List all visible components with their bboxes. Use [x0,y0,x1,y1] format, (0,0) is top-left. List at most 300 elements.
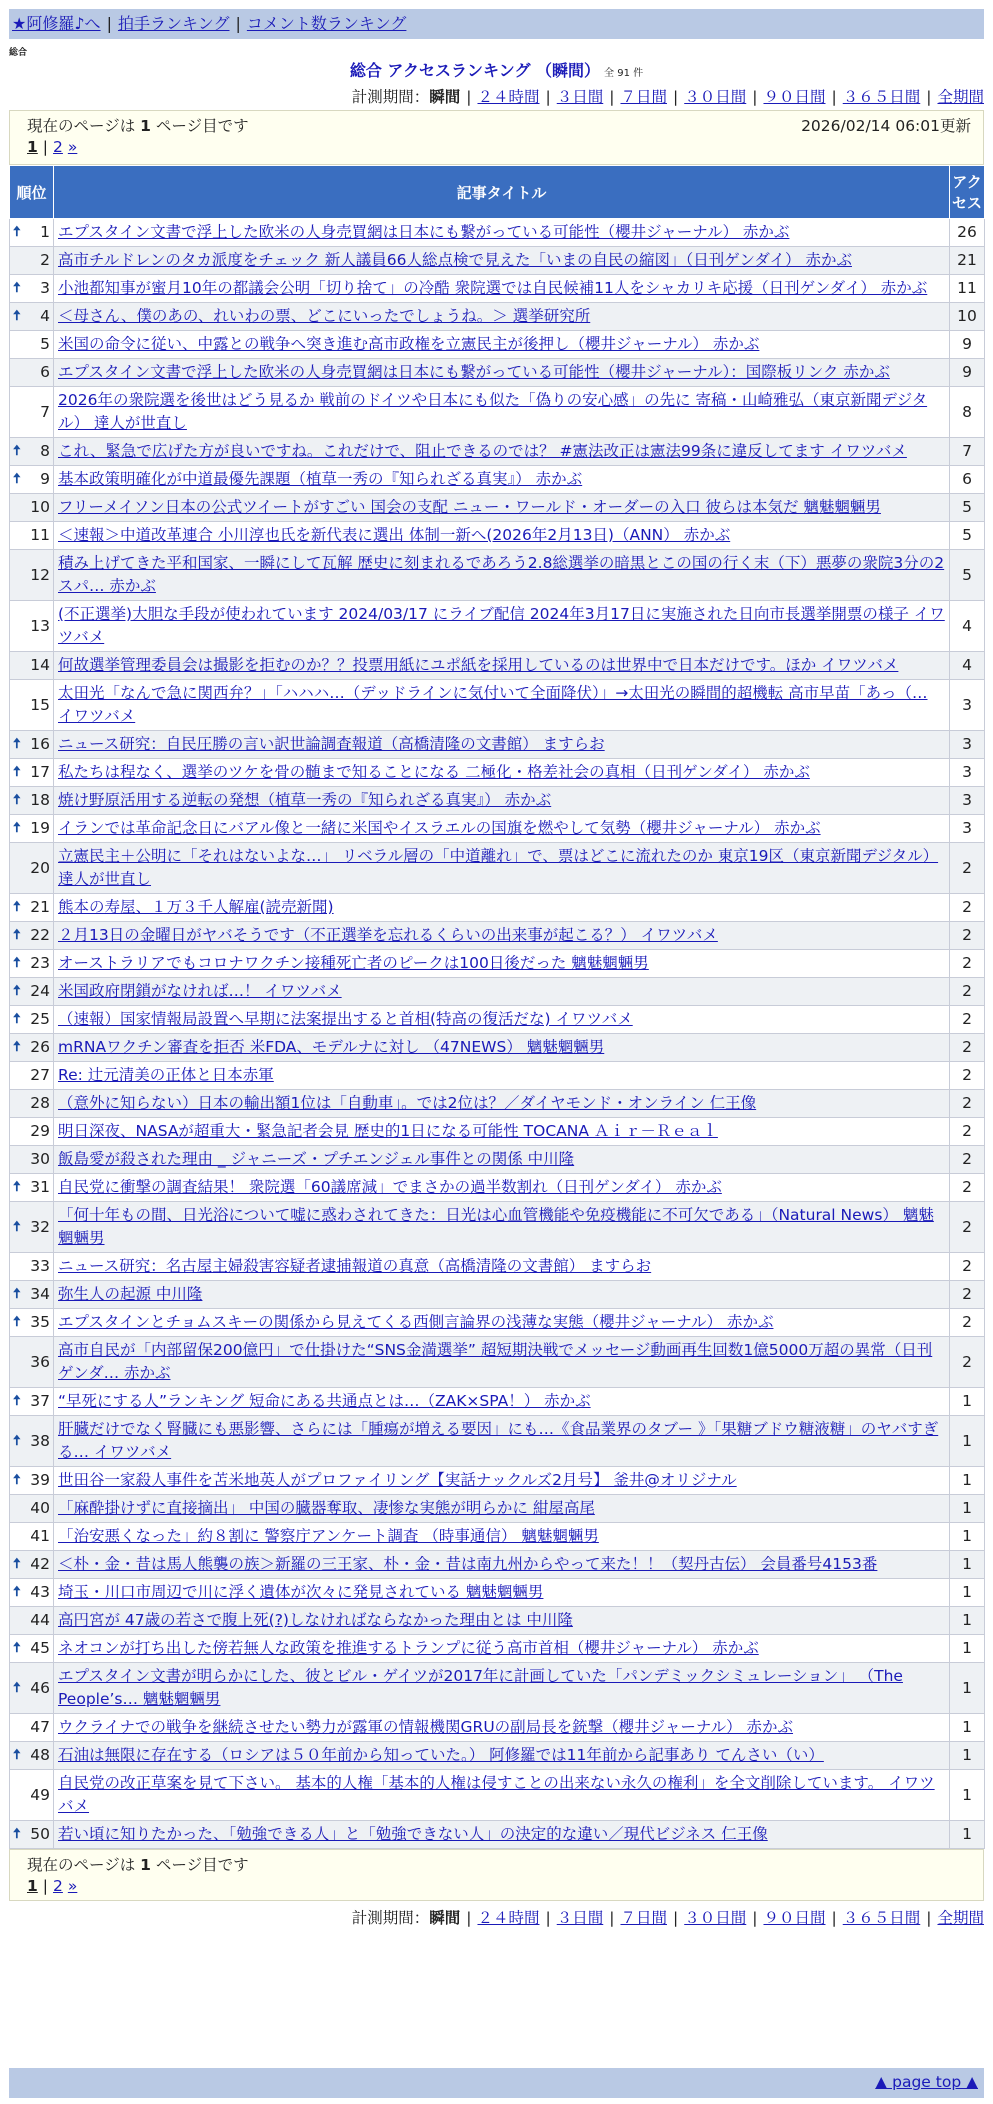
page-link[interactable]: 2 [53,138,63,156]
rank-number: 13 [30,616,50,635]
table-row [10,1118,985,1146]
title-cell [54,815,950,843]
access-count: 1 [950,1467,985,1495]
rank-number: 45 [30,1639,50,1657]
access-count: 2 [950,1090,985,1118]
rank-cell [10,1467,54,1495]
rank-number: 48 [30,1746,50,1764]
table-row [10,1090,985,1118]
title-cell [54,522,950,550]
access-count: 3 [950,731,985,759]
table-row [10,494,985,522]
rank-number: 34 [30,1285,50,1303]
rank-number: 18 [30,791,50,809]
access-count: 5 [950,550,985,601]
title-cell [54,1579,950,1607]
title-cell [54,219,950,247]
title-cell [54,1742,950,1770]
rank-cell [10,894,54,922]
access-count: 3 [950,787,985,815]
rank-cell [10,1034,54,1062]
period-link[interactable]: 全期間 [937,1909,984,1927]
period-separator: | [545,88,551,106]
article-title-link[interactable]: 立憲民主＋公明に「それはないよな…」 リベラル層の「中道離れ」で、票はどこに流れたのか 東京19区（東京新聞デジタル） 達人が世直し [58,847,939,888]
table-row [10,1663,985,1714]
article-title-link[interactable]: 高市自民が「内部留保200億円」で仕掛けた“SNS金満選挙” 超短期決戦でメッセージ動画再生回数1億5000万超の異常（日刊ゲンダ… 赤かぶ [58,1341,933,1382]
column-title: 記事タイトル [54,166,950,219]
rank-cell [10,438,54,466]
comment-ranking-link[interactable]: コメント数ランキング [246,14,407,33]
up-arrow-icon: 🠅 [13,1286,21,1302]
period-separator: | [926,88,932,106]
table-row [10,1388,985,1416]
access-count: 2 [950,1118,985,1146]
access-count: 2 [950,894,985,922]
access-count: 1 [950,1821,985,1849]
article-title-link[interactable]: 高市チルドレンのタカ派度をチェック 新人議員66人総点検で見えた「いまの自民の縮図」（日刊ゲンダイ） 赤かぶ [58,251,852,269]
up-arrow-icon: 🠅 [13,1218,21,1235]
nav-separator: | [235,14,241,33]
rank-cell [10,1742,54,1770]
title-cell [54,1202,950,1253]
rank-number: 39 [30,1471,50,1489]
article-title-link[interactable]: 米国の命令に従い、中露との戦争へ突き進む高市政権を立憲民主が後押し（櫻井ジャーナル） 赤かぶ [58,335,760,353]
rank-cell [10,1281,54,1309]
access-count: 2 [950,843,985,894]
article-title-link[interactable]: 太田光「なんで急に関西弁？」「ハハハ…（デッドラインに気付いて全面降伏）」→太田光の瞬間的超機転 高市早苗「あっ（… イワツバメ [58,684,928,725]
rank-cell [10,731,54,759]
table-row [10,759,985,787]
period-link[interactable]: ９０日間 [763,1909,826,1927]
rank-cell [10,1663,54,1714]
rank-cell [10,1607,54,1635]
period-separator: | [831,1909,837,1927]
ranking-title: 総合 アクセスランキング （瞬間） [349,61,601,80]
period-separator: | [752,1909,758,1927]
table-row [10,1579,985,1607]
article-title-link[interactable]: ニュース研究：自民圧勝の言い訳世論調査報道（高橋清隆の文書館） ますらお [58,735,605,753]
up-arrow-icon: 🠅 [13,1432,21,1449]
article-title-link[interactable]: オーストラリアでもコロナワクチン接種死亡者のピークは100日後だった 魑魅魍魎男 [58,954,649,972]
table-row [10,219,985,247]
period-separator: | [466,88,472,106]
title-cell [54,1309,950,1337]
access-count: 2 [950,1337,985,1388]
period-separator: | [609,88,615,106]
up-arrow-icon: 🠅 [13,280,21,296]
article-title-link[interactable]: 世田谷一家殺人事件を苫米地英人がプロファイリング【実話ナックルズ2月号】 釜井@オリジナル [58,1471,737,1489]
access-count: 3 [950,815,985,843]
rank-cell [10,759,54,787]
up-arrow-icon: 🠅 [13,983,21,999]
table-row [10,950,985,978]
table-row [10,1034,985,1062]
title-cell [54,359,950,387]
period-link[interactable]: ７日間 [620,1909,667,1927]
access-count: 2 [950,1281,985,1309]
period-link[interactable]: ３０日間 [684,1909,747,1927]
article-title-link[interactable]: 若い頃に知りたかった、「勉強できる人」と「勉強できない人」の決定的な違い／現代ビジネス 仁王像 [58,1825,768,1843]
table-row [10,1062,985,1090]
up-arrow-icon: 🠅 [13,471,21,487]
rank-cell [10,1146,54,1174]
up-arrow-icon: 🠅 [13,1826,21,1842]
rank-cell [10,466,54,494]
page-current: 1 [27,1877,38,1895]
table-row [10,731,985,759]
article-title-link[interactable]: エプスタイン文書が明らかにした、彼とビル・ゲイツが2017年に計画していた「パンデミックシミュレーション」 （The People’s… 魑魅魍魎男 [58,1667,903,1708]
article-title-link[interactable]: 石油は無限に存在する（ロシアは５０年前から知っていた。） 阿修羅では11年前から記事あり てんさい（い） [58,1746,824,1764]
page-next-link[interactable]: » [67,138,78,156]
up-arrow-icon: 🠅 [13,1556,21,1572]
table-row [10,1202,985,1253]
rank-cell [10,550,54,601]
article-title-link[interactable]: ネオコンが打ち出した傍若無人な政策を推進するトランプに従う高市首相（櫻井ジャーナル） 赤かぶ [58,1639,759,1657]
page-link[interactable]: 2 [53,1877,63,1895]
rank-number: 9 [40,470,50,488]
rank-cell [10,1635,54,1663]
title-cell [54,1416,950,1467]
table-row [10,1607,985,1635]
rank-number: 8 [40,442,50,460]
rank-cell [10,601,54,652]
title-cell [54,331,950,359]
article-title-link[interactable]: エプスタインとチョムスキーの関係から見えてくる西側言論界の浅薄な実態（櫻井ジャーナル） 赤かぶ [58,1313,774,1331]
article-title-link[interactable]: 2026年の衆院選を後世はどう見るか 戦前のドイツや日本にも似た「偽りの安心感」の先に 寄稿・山崎雅弘（東京新聞デジタル） 達人が世直し [58,391,928,432]
rank-number: 22 [30,926,50,944]
article-title-link[interactable]: 「何十年もの間、日光浴について嘘に惑わされてきた：日光は心血管機能や免疫機能に不可欠である」（Natural News） 魑魅魍魎男 [58,1206,934,1247]
up-arrow-icon: 🠅 [13,1011,21,1027]
article-title-link[interactable]: ニュース研究：名古屋主婦殺害容疑者逮捕報道の真意（高橋清隆の文書館） ますらお [58,1257,652,1275]
period-separator: | [752,88,758,106]
pagination-top [27,138,77,156]
article-title-link[interactable]: 飯島愛が殺された理由 _ ジャニーズ・プチエンジェル事件との関係 中川隆 [58,1150,575,1168]
article-title-link[interactable]: 何故選挙管理委員会は撮影を拒むのか？？投票用紙にユポ紙を採用しているのは世界中で日本だけです。ほか イワツバメ [58,656,899,674]
table-row [10,787,985,815]
access-count: 21 [950,247,985,275]
period-link[interactable]: ３日間 [556,88,604,106]
table-row [10,601,985,652]
table-row [10,1770,985,1821]
article-title-link[interactable]: 自民党に衝撃の調査結果！ 衆院選「60議席減」でまさかの過半数割れ（日刊ゲンダイ） 赤かぶ [58,1178,722,1196]
title-cell [54,843,950,894]
period-link[interactable]: 全期間 [937,88,984,106]
article-title-link[interactable]: （意外に知らない）日本の輸出額1位は「自動車」。では2位は？／ダイヤモンド・オンライン 仁王像 [58,1094,757,1112]
title-cell [54,950,950,978]
up-arrow-icon: 🠅 [13,1747,21,1763]
article-title-link[interactable]: これ、緊急で広げた方が良いですね。これだけで、阻止できるのでは？ #憲法改正は憲法99条に違反してます イワツバメ [58,442,907,460]
access-count: 2 [950,1146,985,1174]
table-row [10,894,985,922]
up-arrow-icon: 🠅 [13,764,21,780]
period-separator: | [609,1909,615,1927]
up-arrow-icon: 🠅 [13,927,21,943]
table-row [10,1337,985,1388]
access-count: 2 [950,1034,985,1062]
table-row [10,1523,985,1551]
period-link[interactable]: ２４時間 [477,1909,540,1927]
rank-cell [10,1770,54,1821]
table-row [10,1006,985,1034]
article-title-link[interactable]: 米国政府閉鎖がなければ…！ イワツバメ [58,982,342,1000]
rank-cell [10,303,54,331]
page-top-link[interactable]: ▲ page top ▲ [875,2073,978,2091]
article-title-link[interactable]: エプスタイン文書で浮上した欧米の人身売買網は日本にも繋がっている可能性（櫻井ジャーナル）：国際板リンク 赤かぶ [58,363,890,381]
article-title-link[interactable]: 私たちは程なく、選挙のツケを骨の髄まで知ることになる 二極化・格差社会の真相（日刊ゲンダイ） 赤かぶ [58,763,810,781]
rank-number: 5 [40,335,50,353]
title-cell [54,303,950,331]
table-row [10,1281,985,1309]
rank-number: 12 [30,565,50,584]
table-row [10,550,985,601]
rank-cell [10,922,54,950]
rank-cell [10,1090,54,1118]
ranking-table [9,165,985,1849]
article-title-link[interactable]: 「治安悪くなった」約８割に 警察庁アンケート調査 （時事通信） 魑魅魍魎男 [58,1527,599,1545]
up-arrow-icon: 🠅 [13,1039,21,1055]
title-cell [54,247,950,275]
access-count: 5 [950,522,985,550]
title-cell [54,1663,950,1714]
rank-number: 24 [30,982,50,1000]
rank-number: 31 [30,1178,50,1196]
period-link[interactable]: ２４時間 [477,88,540,106]
rank-number: 16 [30,735,50,753]
article-title-link[interactable]: 自民党の改正草案を見て下さい。 基本的人権「基本的人権は侵すことの出来ない永久の権利」を全文削除しています。 イワツバメ [58,1774,935,1815]
rank-cell [10,787,54,815]
title-cell [54,1281,950,1309]
article-title-link[interactable]: 基本政策明確化が中道最優先課題（植草一秀の『知られざる真実』） 赤かぶ [58,470,583,488]
table-row [10,438,985,466]
period-link[interactable]: ９０日間 [763,88,826,106]
access-count: 8 [950,387,985,438]
updated-timestamp: 2026/02/14 06:01更新 [801,117,971,135]
access-count: 1 [950,1579,985,1607]
article-title-link[interactable]: (不正選挙)大胆な手段が使われています 2024/03/17 にライブ配信 2024年3月17日に実施された日向市長選挙開票の様子 イワツバメ [58,605,945,646]
period-separator: | [926,1909,932,1927]
access-count: 9 [950,331,985,359]
rank-number: 37 [30,1392,50,1410]
title-cell [54,1551,950,1579]
up-arrow-icon: 🠅 [13,792,21,808]
category-label: 総合 [9,48,28,58]
period-current: 瞬間 [429,1909,461,1927]
table-row [10,815,985,843]
title-cell [54,759,950,787]
period-separator: | [545,1909,551,1927]
rank-cell [10,1174,54,1202]
title-cell [54,787,950,815]
table-row [10,843,985,894]
article-title-link[interactable]: ２月13日の金曜日がヤバそうです（不正選挙を忘れるくらいの出来事が起こる？） イワツバメ [58,926,718,944]
access-count: 2 [950,1253,985,1281]
article-title-link[interactable]: 小池都知事が蜜月10年の都議会公明「切り捨て」の冷酷 衆院選では自民候補11人をシャカリキ応援（日刊ゲンダイ） 赤かぶ [58,279,928,297]
rank-number: 46 [30,1678,50,1697]
rank-cell [10,1337,54,1388]
rank-cell [10,359,54,387]
rank-number: 35 [30,1313,50,1331]
access-count: 4 [950,601,985,652]
rank-number: 26 [30,1038,50,1056]
access-count: 1 [950,1551,985,1579]
up-arrow-icon: 🠅 [13,899,21,915]
table-row [10,1309,985,1337]
table-row [10,1467,985,1495]
article-title-link[interactable]: Re: 辻元清美の正体と日本赤軍 [58,1066,274,1084]
rank-number: 50 [30,1825,50,1843]
article-title-link[interactable]: エプスタイン文書で浮上した欧米の人身売買網は日本にも繋がっている可能性（櫻井ジャーナル） 赤かぶ [58,223,790,241]
access-count: 2 [950,1174,985,1202]
rank-number: 38 [30,1431,50,1450]
article-title-link[interactable]: 熊本の寿屋、１万３千人解雇(読売新聞) [58,898,334,916]
title-cell [54,1062,950,1090]
article-title-link[interactable]: （速報）国家情報局設置へ早期に法案提出すると首相(特高の復活だな) イワツバメ [58,1010,633,1028]
article-title-link[interactable]: 高円宮が 47歳の若さで腹上死(?)しなければならなかった理由とは 中川隆 [58,1611,573,1629]
title-cell [54,1146,950,1174]
up-arrow-icon: 🠅 [13,736,21,752]
title-cell [54,894,950,922]
access-count: 11 [950,275,985,303]
up-arrow-icon: 🠅 [13,820,21,836]
title-cell [54,387,950,438]
title-cell [54,680,950,731]
applause-ranking-link[interactable]: 拍手ランキング [117,14,230,33]
title-cell [54,1714,950,1742]
rank-cell [10,1714,54,1742]
period-link[interactable]: ３６５日間 [842,88,921,106]
access-count: 5 [950,494,985,522]
rank-number: 44 [30,1611,50,1629]
table-row [10,275,985,303]
page-info-num: 1 [140,1856,151,1874]
article-title-link[interactable]: フリーメイソン日本の公式ツイートがすごい 国会の支配 ニュー・ワールド・オーダーの入口 彼らは本気だ 魑魅魍魎男 [58,498,881,516]
title-cell [54,1523,950,1551]
title-cell [54,652,950,680]
period-current: 瞬間 [429,88,461,106]
article-title-link[interactable]: ＜母さん、僕のあの、れいわの票、どこにいったでしょうね。＞ 選挙研究所 [58,307,591,325]
rank-number: 20 [30,858,50,877]
rank-cell [10,1006,54,1034]
page-info-num: 1 [140,117,151,135]
up-arrow-icon: 🠅 [13,1472,21,1488]
title-cell [54,1253,950,1281]
rank-cell [10,1579,54,1607]
bottom-bar [9,2068,984,2098]
period-link[interactable]: ３日間 [556,1909,604,1927]
table-row [10,522,985,550]
up-arrow-icon: 🠅 [13,308,21,324]
table-row [10,359,985,387]
page-info [27,1853,249,1875]
rank-number: 40 [30,1499,50,1517]
rank-cell [10,275,54,303]
total-count: 全 91 件 [604,68,644,79]
up-arrow-icon: 🠅 [13,1314,21,1330]
access-count: 3 [950,759,985,787]
page-separator: | [42,138,49,156]
title-cell [54,494,950,522]
access-count: 1 [950,1523,985,1551]
article-title-link[interactable]: 弥生人の起源 中川隆 [58,1285,203,1303]
rank-cell [10,219,54,247]
top-nav-bar [9,9,984,39]
title-cell [54,1118,950,1146]
period-link[interactable]: ７日間 [620,88,667,106]
article-title-link[interactable]: ＜朴・金・昔は馬人熊襲の族＞新羅の三王家、朴・金・昔は南九州からやって来た！！（契丹古伝） 会員番号4153番 [58,1555,878,1573]
rank-cell [10,1388,54,1416]
access-count: 2 [950,1202,985,1253]
period-selector-bottom [352,1907,984,1929]
article-title-link[interactable]: 焼け野原活用する逆転の発想（植草一秀の『知られざる真実』） 赤かぶ [58,791,552,809]
table-row [10,1495,985,1523]
rank-cell [10,1523,54,1551]
access-count: 1 [950,1416,985,1467]
table-row [10,1551,985,1579]
up-arrow-icon: 🠅 [13,1640,21,1656]
access-count: 2 [950,1062,985,1090]
title-cell [54,275,950,303]
article-title-link[interactable]: “早死にする人”ランキング 短命にある共通点とは…（ZAK×SPA！） 赤かぶ [58,1392,591,1410]
table-row [10,331,985,359]
article-title-link[interactable]: イランでは革命記念日にバアル像と一緒に米国やイスラエルの国旗を燃やして気勢（櫻井ジャーナル） 赤かぶ [58,819,821,837]
access-count: 7 [950,438,985,466]
period-separator: | [673,88,679,106]
period-link[interactable]: ３６５日間 [842,1909,921,1927]
page-info [27,114,249,136]
rank-cell [10,680,54,731]
rank-number: 1 [40,223,50,241]
access-count: 1 [950,1770,985,1821]
up-arrow-icon: 🠅 [13,1679,21,1696]
table-row [10,1714,985,1742]
article-title-link[interactable]: 肝臓だけでなく腎臓にも悪影響、さらには「腫瘍が増える要因」にも…《食品業界のタブー 》「果糖ブドウ糖液糖」のヤバすぎる… イワツバメ [58,1420,939,1461]
article-title-link[interactable]: 「麻酔掛けずに直接摘出」 中国の臓器奪取、凄惨な実態が明らかに 紺屋高尾 [58,1499,595,1517]
access-count: 6 [950,466,985,494]
rank-cell [10,1821,54,1849]
title-cell [54,978,950,1006]
period-separator: | [831,88,837,106]
access-count: 2 [950,922,985,950]
title-cell [54,1607,950,1635]
rank-cell [10,843,54,894]
article-title-link[interactable]: ウクライナでの戦争を継続させたい勢力が露軍の情報機関GRUの副局長を銃撃（櫻井ジャーナル） 赤かぶ [58,1718,794,1736]
article-title-link[interactable]: mRNAワクチン審査を拒否 米FDA、モデルナに対し （47NEWS） 魑魅魍魎男 [58,1038,605,1056]
article-title-link[interactable]: 埼玉・川口市周辺で川に浮く遺体が次々に発見されている 魑魅魍魎男 [58,1583,544,1601]
rank-number: 21 [30,898,50,916]
table-row [10,1742,985,1770]
title-cell [54,1337,950,1388]
home-link[interactable]: ★阿修羅♪へ [12,14,101,33]
page-info-prefix: 現在のページは [27,117,136,135]
rank-number: 15 [30,695,50,714]
rank-number: 36 [30,1352,50,1371]
up-arrow-icon: 🠅 [13,443,21,459]
period-link[interactable]: ３０日間 [684,88,747,106]
up-arrow-icon: 🠅 [13,1179,21,1195]
rank-number: 47 [30,1718,50,1736]
column-access: アクセス [950,166,985,219]
rank-number: 4 [40,307,50,325]
page-next-link[interactable]: » [67,1877,78,1895]
access-count: 10 [950,303,985,331]
article-title-link[interactable]: 積み上げてきた平和国家、一瞬にして瓦解 歴史に刻まれるであろう2.8総選挙の暗黒とこの国の行く末（下）悪夢の衆院3分の2 スパ… 赤かぶ [58,554,945,595]
article-title-link[interactable]: ＜速報＞中道改革連合 小川淳也氏を新代表に選出 体制一新へ(2026年2月13日)（ANN） 赤かぶ [58,526,731,544]
rank-number: 11 [30,526,50,544]
rank-cell [10,1495,54,1523]
title-cell [54,438,950,466]
table-row [10,680,985,731]
article-title-link[interactable]: 明日深夜、NASAが超重大・緊急記者会見 歴史的1日になる可能性 TOCANA Ａｉｒ－Ｒｅａｌ [58,1122,718,1140]
